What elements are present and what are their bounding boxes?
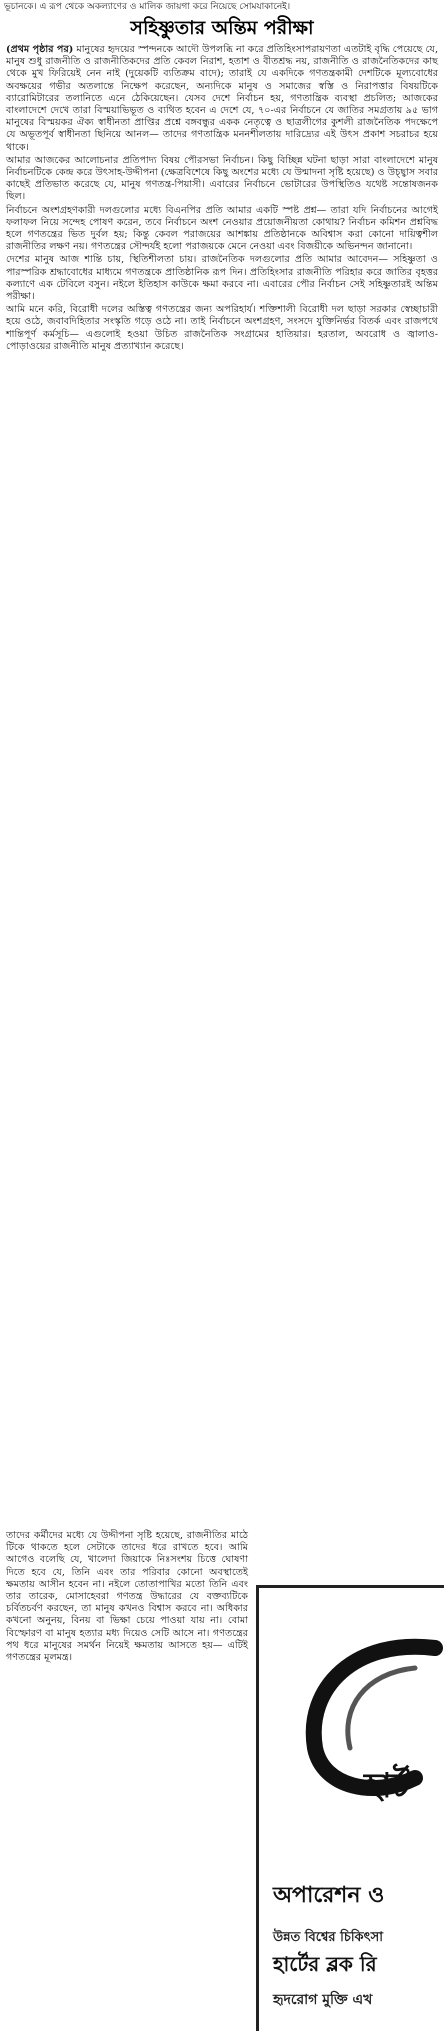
- article-paragraph: দেশের মানুষ আজ শান্তি চায়, স্থিতিশীলতা চায়। রাজনৈতিক দলগুলোর প্রতি আমার আবেদন— সহিষ্ণুতা ও পারস্পরিক শ্রদ্ধাবোধের মাধ্যমে গণতন্ত্রকে প্রাতিষ্ঠানিক রূপ দিন। প্রতিহিংসার রাজনীতি পরিহার করে জাতির বৃহত্তর কল্যাণে এক টেবিলে বসুন। নইলে ইতিহাস কাউকে ক্ষমা করবে না। এবারের পৌর নির্বাচন সেই সহিষ্ণুতারই অন্তিম পরীক্ষা।: [6, 254, 438, 303]
- article-paragraph: আমার আজকের আলোচনার প্রতিপাদ্য বিষয় পৌরসভা নির্বাচন। কিছু বিচ্ছিন্ন ঘটনা ছাড়া সারা বাংলাদেশে মানুষ নির্বাচনটিকে কেন্দ্র করে উৎসাহ-উদ্দীপনা (ক্ষেত্রবিশেষে কিছু অংশের মধ্যে যে উন্মাদনা সৃষ্টি হয়েছে) ও উচ্ছ্বাস সবার কাছেই প্রতিভাত করেছে যে, মানুষ গণতন্ত্র-পিয়াসী। এবারের নির্বাচনে ভোটারের উপস্থিতিও যথেষ্ট সন্তোষজনক ছিল।: [6, 154, 439, 203]
- ad-service-line: হার্টের ব্লক রি: [273, 1952, 377, 1976]
- article-paragraph: নির্বাচনে অংশগ্রহণকারী দলগুলোর মধ্যে বিএনপির প্রতি আমার একটি স্পষ্ট প্রশ্ন— তারা যদি নির্বাচনের আগেই ফলাফল নিয়ে সন্দেহ পোষণ করেন, তবে নির্বাচনে অংশ নেওয়ার প্রয়োজনীয়তা কোথায়? নির্বাচন কমিশন প্রশ্নবিদ্ধ হলে গণতন্ত্রের ভিত দুর্বল হয়; কিন্তু কেবল পরাজয়ের আশঙ্কায় প্রতিষ্ঠানকে অবিশ্বাস করা কোনো দায়িত্বশীল রাজনীতির লক্ষণ নয়। গণতন্ত্রের সৌন্দর্যই হলো পরাজয়কে মেনে নেওয়া এবং বিজয়ীকে অভিনন্দন জানানো।: [6, 204, 438, 253]
- article-paragraph: আমি মনে করি, বিরোধী দলের অস্তিত্ব গণতন্ত্রের জন্য অপরিহার্য। শক্তিশালী বিরোধী দল ছাড়া সরকার স্বেচ্ছাচারী হয়ে ওঠে, জবাবদিহিতার সংস্কৃতি গড়ে ওঠে না। তাই নির্বাচনে অংশগ্রহণ, সংসদে যুক্তিনির্ভর বিতর্ক এবং রাজপথে শান্তিপূর্ণ কর্মসূচি— এগুলোই হওয়া উচিত রাজনৈতিক সংগ্রামের হাতিয়ার। হরতাল, অবরোধ ও জ্বালাও-পোড়াওয়ের রাজনীতি মানুষ প্রত্যাখ্যান করেছে।: [6, 304, 438, 352]
- hospital-advertisement: [256, 1585, 444, 2031]
- ad-headline: অপারেশন ও: [273, 1883, 385, 1908]
- continuation-marker: (প্রথম পৃষ্ঠার পর): [6, 44, 74, 55]
- article-headline: সহিষ্ণুতার অন্তিম পরীক্ষা: [130, 17, 314, 39]
- article-body: [6, 44, 438, 354]
- article-narrow-column: তাদের কর্মীদের মধ্যে যে উদ্দীপনা সৃষ্টি হয়েছে, রাজনীতির মাঠে টিকে থাকতে হলে সেটাকে তাদের ধরে রাখতে হবে। আমি আগেও বলেছি যে, খালেদা জিয়াকে নিঃসংশয় চিত্তে ঘোষণা দিতে হবে যে, তিনি এবং তার পরিবার কোনো অবস্থাতেই ক্ষমতায় আসীন হবেন না। নইলে তোতাপাখির মতো তিনি এবং তার তারেক, মোসাহেবরা গণতন্ত্র উদ্ধারের যে বক্তব্যটিকে চর্বিতচর্বণ করছেন, তা মানুষ কখনও বিশ্বাস করবে না। অধিকার কখনো অনুনয়, বিনয় বা ভিক্ষা চেয়ে পাওয়া যায় না। বোমা বিস্ফোরণ বা মানুষ হত্যার মধ্য দিয়েও সেটি আসে না। গণতন্ত্রের পথ ধরে মানুষের সমর্থন নিয়েই ক্ষমতায় আসতে হয়— এটিই গণতন্ত্রের মূলমন্ত্র।: [6, 1530, 248, 1664]
- ad-subheadline: উন্নত বিশ্বের চিকিৎসা: [273, 1930, 383, 1945]
- ad-tagline: হৃদরোগ মুক্তি এখ: [273, 1992, 373, 2008]
- previous-article-tail: ভূচানকে। এ রূপ থেকে অকল্যাণের ও মালিক জায়গা করে নিয়েছে সোমযাকানেই।: [4, 2, 291, 12]
- ad-brand-name: হার্ট: [364, 1766, 411, 1806]
- article-paragraph: [6, 44, 438, 154]
- paragraph-text: মানুষের হৃদয়ের স্পন্দনকে আদৌ উপলব্ধি না করে প্রতিহিংসাপরায়ণতা এতটাই বৃদ্ধি পেয়েছে যে, মানুষ শুধু রাজনীতি ও রাজনীতিকদের প্রতি কেবল নিরাশ, হতাশ ও বীতশ্রদ্ধ নয়, রাজনীতি ও রাজনৈতিকদের কাছ থেকে মুখ ফিরিয়েই নেন নাই (দুয়েকটি ব্যতিক্রম বাদে); তারাই যে একদিকে গণতন্ত্রকামী দেশটিকে মূল্যবোধের অবক্ষয়ের গভীর অতলান্তে নিক্ষেপ করেছেন, অন্যদিকে মানুষ ও সমাজের স্বস্তি ও নিরাপত্তার বিষয়টিকে ব্যারোমিটারের তলানিতে এনে ঠেকিয়েছেন। যেসব দেশে নির্বাচন হয়, গণতান্ত্রিক ব্যবস্থা প্রচলিত; আজকের বাংলাদেশে দেখে তারা বিস্ময়াভিভূত ও ব্যথিত হবেন এ দেশে যে, ৭০-এর নির্বাচনে যে জাতির সমগ্রতায় ৯৫ ভাগ মানুষের বিস্ময়কর ঐক্য স্বাধীনতা প্রাপ্তির প্রশ্নে বঙ্গবন্ধুর একক নেতৃত্বে ও ছাত্রলীগের কুশলী রাজনৈতিক পদক্ষেপে যে অভূতপূর্ব স্বাধীনতা ছিনিয়ে আনল— তাদের গণতান্ত্রিক মননশীলতায় দারিদ্র্যের এই উৎস প্রকাশ সচরাচর হয়ে থাকে।: [6, 44, 438, 153]
